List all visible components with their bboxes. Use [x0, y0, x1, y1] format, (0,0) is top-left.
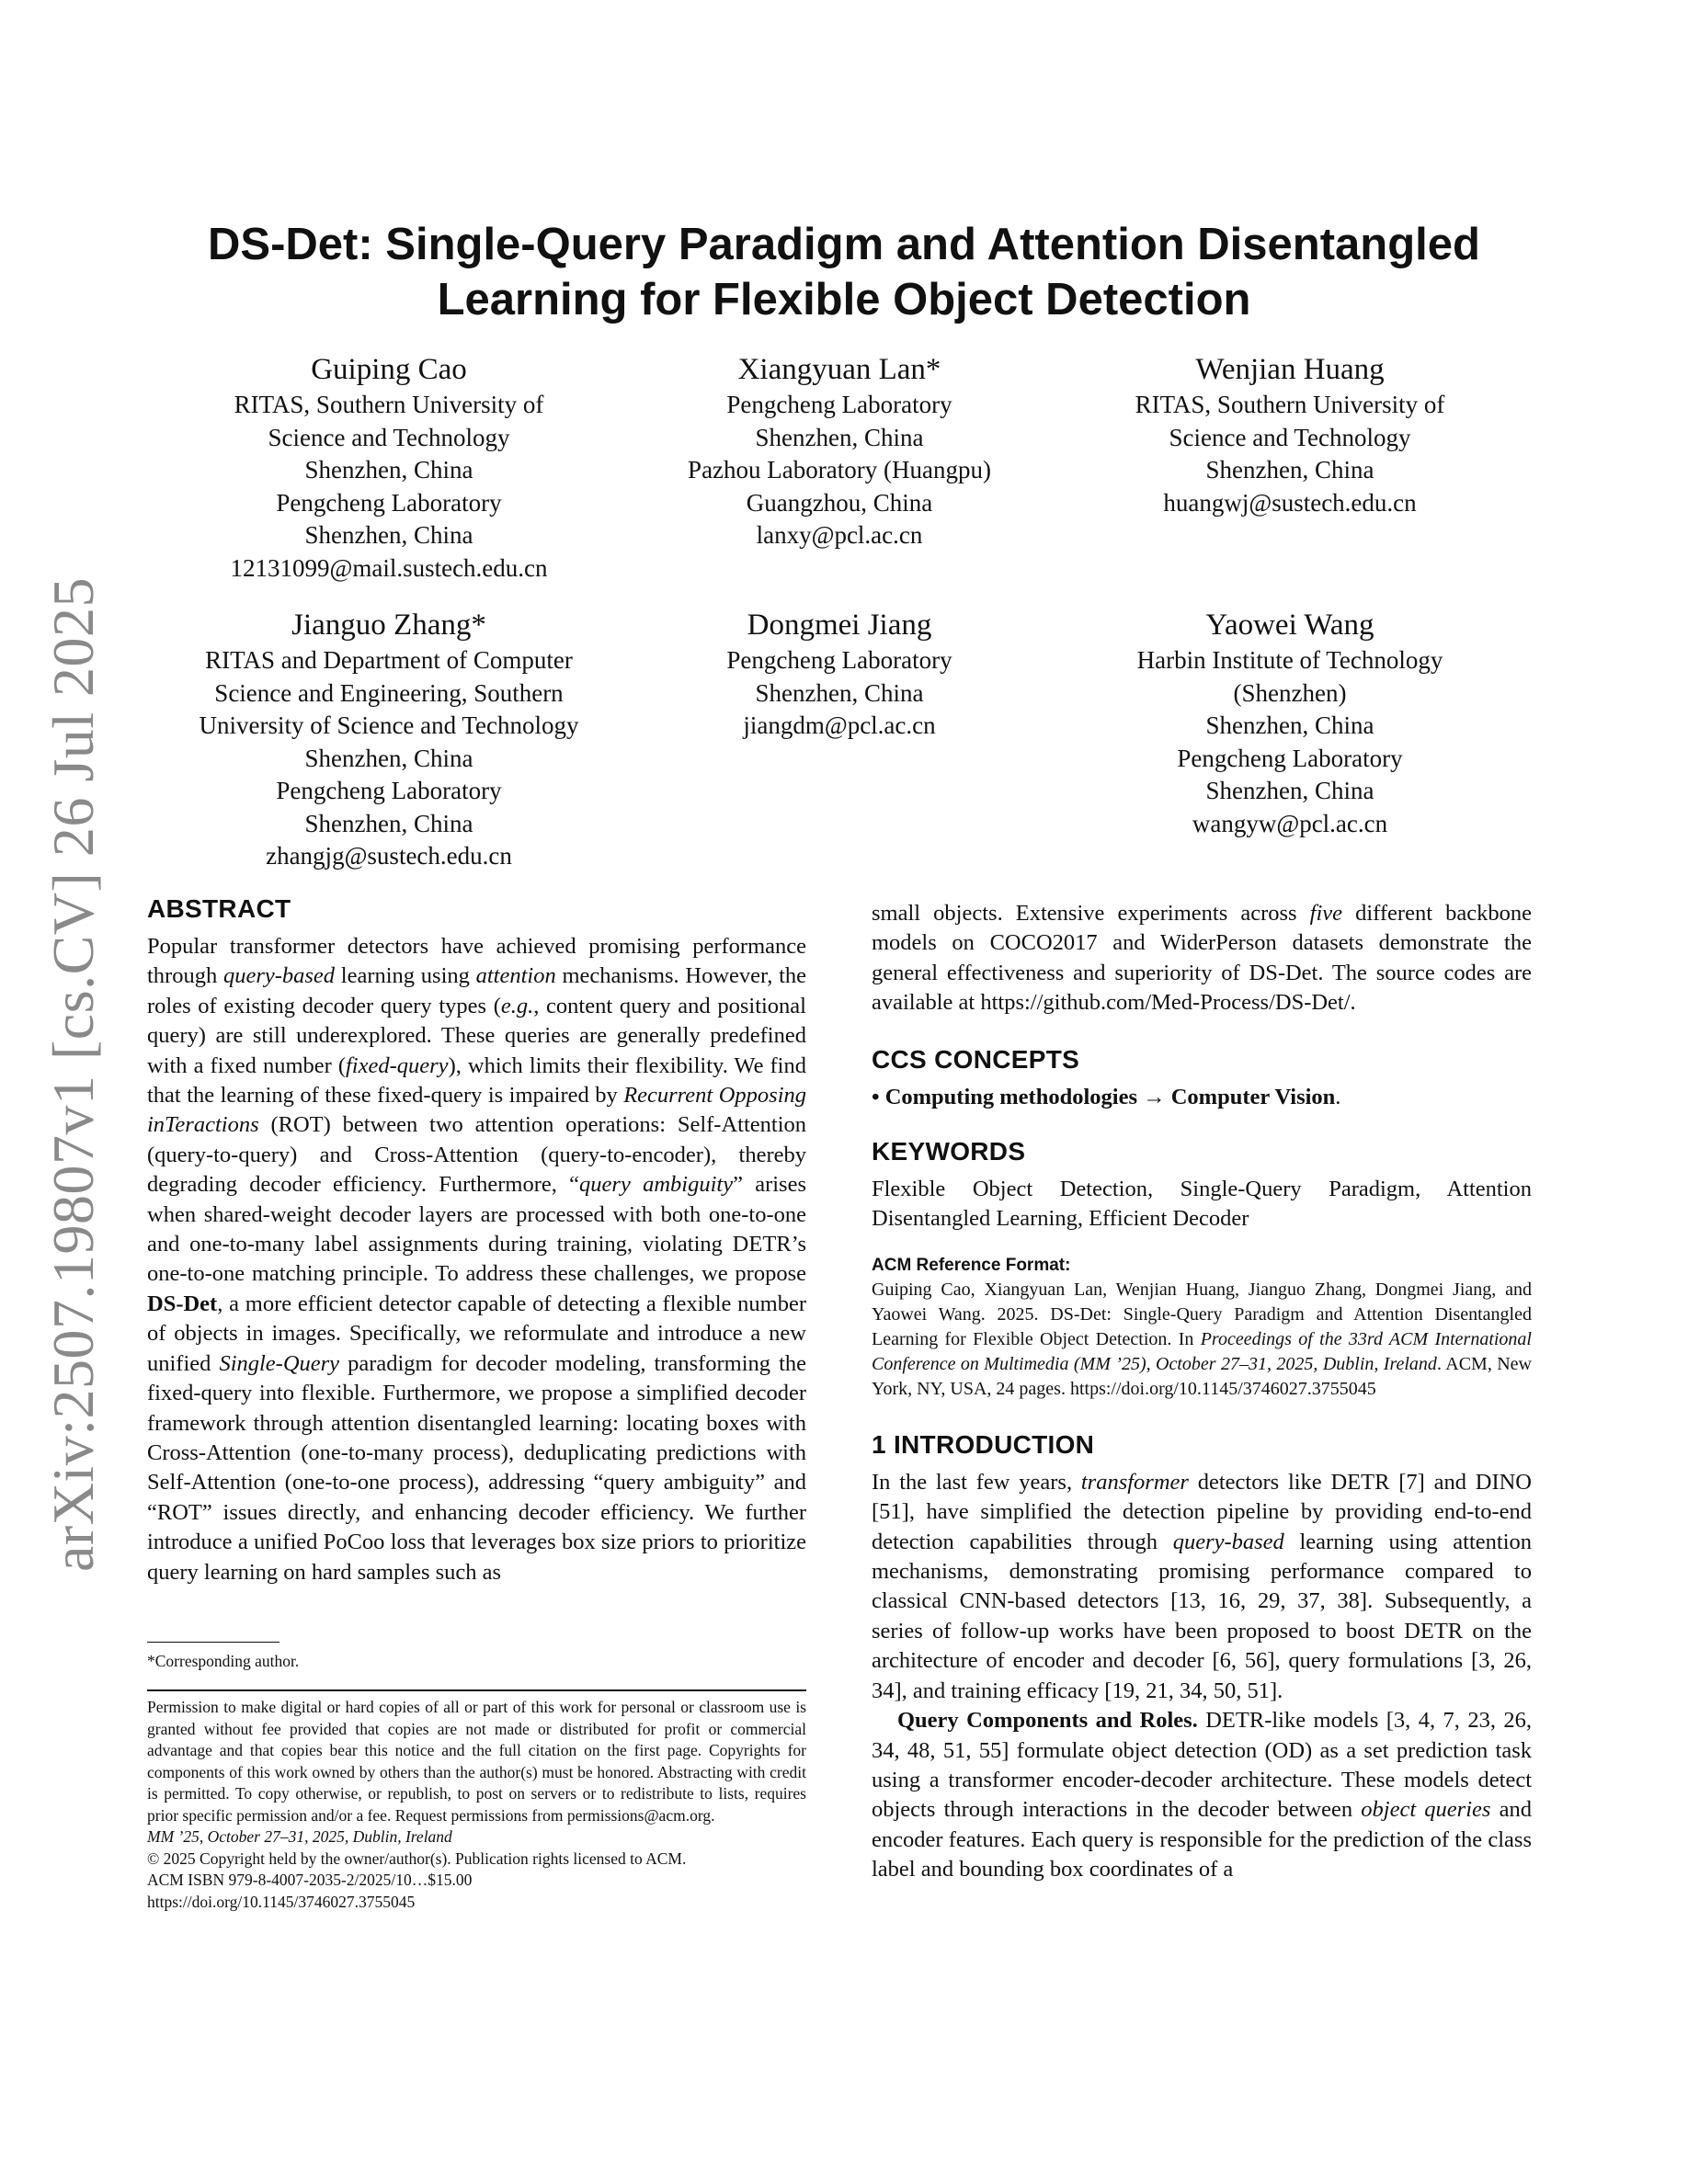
ccs-heading: CCS CONCEPTS [872, 1044, 1080, 1074]
author-block [619, 350, 1060, 552]
author-block [1069, 606, 1511, 840]
keywords-text: Flexible Object Detection, Single-Query Paradigm, Attention Disentangled Learning, Efficient Decoder [872, 1177, 1532, 1232]
permission-block [147, 1697, 806, 1913]
author-affiliation: RITAS, Southern University of Science and Technology Shenzhen, China Pengcheng Laboratory Shenzhen, China 12131099@mail.sustech.edu.cn [230, 391, 548, 582]
author-name: Wenjian Huang [1195, 353, 1385, 386]
intro-paragraph-2: Query Components and Roles. DETR-like models [3, 4, 7, 23, 26, 34, 48, 51, 55] formulate object detection (OD) as a set prediction task using a transformer encoder-decoder architecture. These models detect objects through interactions in the decoder between object queries and encoder features. Each query is responsible for the prediction of the class label and bounding box coordinates of a [872, 1708, 1532, 1883]
ccs-item: • Computing methodologies → Computer Vision. [872, 1084, 1341, 1109]
permission-notice: Permission to make digital or hard copies of all or part of this work for personal or classroom use is granted without fee provided that copies are not made or distributed for profit or commercial advantage and that copies bear this notice and the full citation on the first page. Copyrights for components of this work owned by others than the author(s) must be honored. Abstracting with credit is permitted. To copy otherwise, or republish, to post on servers or to redistribute to lists, requires prior specific permission and/or a fee. Request permissions from permissions@acm.org. [147, 1698, 806, 1825]
title-line-2: Learning for Flexible Object Detection [437, 275, 1251, 324]
acm-reference-heading: ACM Reference Format: [872, 1255, 1071, 1275]
abstract-heading: ABSTRACT [147, 894, 291, 923]
author-name: Guiping Cao [311, 353, 467, 386]
title-line-1: DS-Det: Single-Query Paradigm and Attention Disentangled [208, 220, 1480, 269]
author-affiliation: Pengcheng Laboratory Shenzhen, China Pazhou Laboratory (Huangpu) Guangzhou, China lanxy@pcl.ac.cn [688, 391, 991, 549]
footnote-divider [147, 1642, 279, 1643]
isbn-line: ACM ISBN 979-8-4007-2035-2/2025/10…$15.00 [147, 1871, 473, 1889]
permission-divider [147, 1689, 806, 1691]
author-name: Xiangyuan Lan* [737, 353, 941, 386]
author-name: Jianguo Zhang* [291, 609, 486, 642]
right-column [872, 899, 1532, 1885]
introduction-heading: 1 INTRODUCTION [872, 1429, 1095, 1459]
abstract-text: Popular transformer detectors have achieved promising performance through query-based learning using attention mechanisms. However, the roles of existing decoder query types (e.g., content query and positional query) are still underexplored. These queries are generally predefined with a fixed number (fixed-query), which limits their flexibility. We find that the learning of these fixed-query is impaired by Recurrent Opposing inTeractions (ROT) between two attention operations: Self-Attention (query-to-query) and Cross-Attention (query-to-encoder), thereby degrading decoder efficiency. Furthermore, “query ambiguity” arises when shared-weight decoder layers are processed with both one-to-one and one-to-many label assignments during training, violating DETR’s one-to-one matching principle. To address these challenges, we propose DS-Det, a more efficient detector capable of detecting a flexible number of objects in images. Specifically, we reformulate and introduce a new unified Single-Query paradigm for decoder modeling, transforming the fixed-query into flexible. Furthermore, we propose a simplified decoder framework through attention disentangled learning: locating boxes with Cross-Attention (one-to-many process), deduplicating predictions with Self-Attention (one-to-one process), addressing “query ambiguity” and “ROT” issues directly, and enhancing decoder efficiency. We further introduce a unified PoCoo loss that leverages box size priors to prioritize query learning on hard samples such as [147, 934, 807, 1585]
acm-reference-text: Guiping Cao, Xiangyuan Lan, Wenjian Huang, Jianguo Zhang, Dongmei Jiang, and Yaowei Wang. 2025. DS-Det: Single-Query Paradigm and Attention Disentangled Learning for Flexible Object Detection. In Proceedings of the 33rd ACM International Conference on Multimedia (MM ’25), October 27–31, 2025, Dublin, Ireland. ACM, New York, NY, USA, 24 pages. https://doi.org/10.1145/3746027.3755045 [872, 1279, 1532, 1399]
intro-paragraph-1: In the last few years, transformer detectors like DETR [7] and DINO [51], have simplified the detection pipeline by providing end-to-end detection capabilities through query-based learning using attention mechanisms, demonstrating promising performance compared to classical CNN-based detectors [13, 16, 29, 37, 38]. Subsequently, a series of follow-up works have been proposed to boost DETR on the architecture of encoder and decoder [6, 56], query formulations [3, 26, 34], and training efficacy [19, 21, 34, 50, 51]. [872, 1469, 1532, 1703]
author-block [168, 350, 610, 585]
paper-title [147, 217, 1541, 327]
doi-line[interactable]: https://doi.org/10.1145/3746027.3755045 [147, 1892, 416, 1911]
author-affiliation: RITAS, Southern University of Science and Technology Shenzhen, China huangwj@sustech.edu.cn [1135, 391, 1445, 517]
abstract-section [147, 893, 806, 1587]
venue-line: MM ’25, October 27–31, 2025, Dublin, Ireland [147, 1827, 452, 1846]
author-affiliation: RITAS and Department of Computer Science and Engineering, Southern University of Science and Technology Shenzhen, China Pengcheng Laboratory Shenzhen, China zhangjg@sustech.edu.cn [199, 646, 579, 870]
author-name: Yaowei Wang [1205, 609, 1374, 642]
author-name: Dongmei Jiang [747, 609, 932, 642]
corresponding-footnote: *Corresponding author. [147, 1652, 300, 1670]
author-block [168, 606, 610, 873]
author-block [1069, 350, 1511, 519]
arxiv-identifier: arXiv:2507.19807v1 [cs.CV] 26 Jul 2025 [40, 576, 106, 1572]
abstract-continuation: small objects. Extensive experiments across five different backbone models on COCO2017 and WiderPerson datasets demonstrate the general effectiveness and superiority of DS-Det. The source codes are available at https://github.com/Med-Process/DS-Det/. [872, 901, 1532, 1016]
author-affiliation: Pengcheng Laboratory Shenzhen, China jiangdm@pcl.ac.cn [726, 646, 952, 739]
author-block [619, 606, 1060, 743]
copyright-line: © 2025 Copyright held by the owner/author(s). Publication rights licensed to ACM. [147, 1848, 687, 1868]
acm-reference [872, 1253, 1532, 1402]
author-affiliation: Harbin Institute of Technology (Shenzhen) Shenzhen, China Pengcheng Laboratory Shenzhen, China wangyw@pcl.ac.cn [1136, 646, 1443, 837]
keywords-heading: KEYWORDS [872, 1137, 1026, 1166]
